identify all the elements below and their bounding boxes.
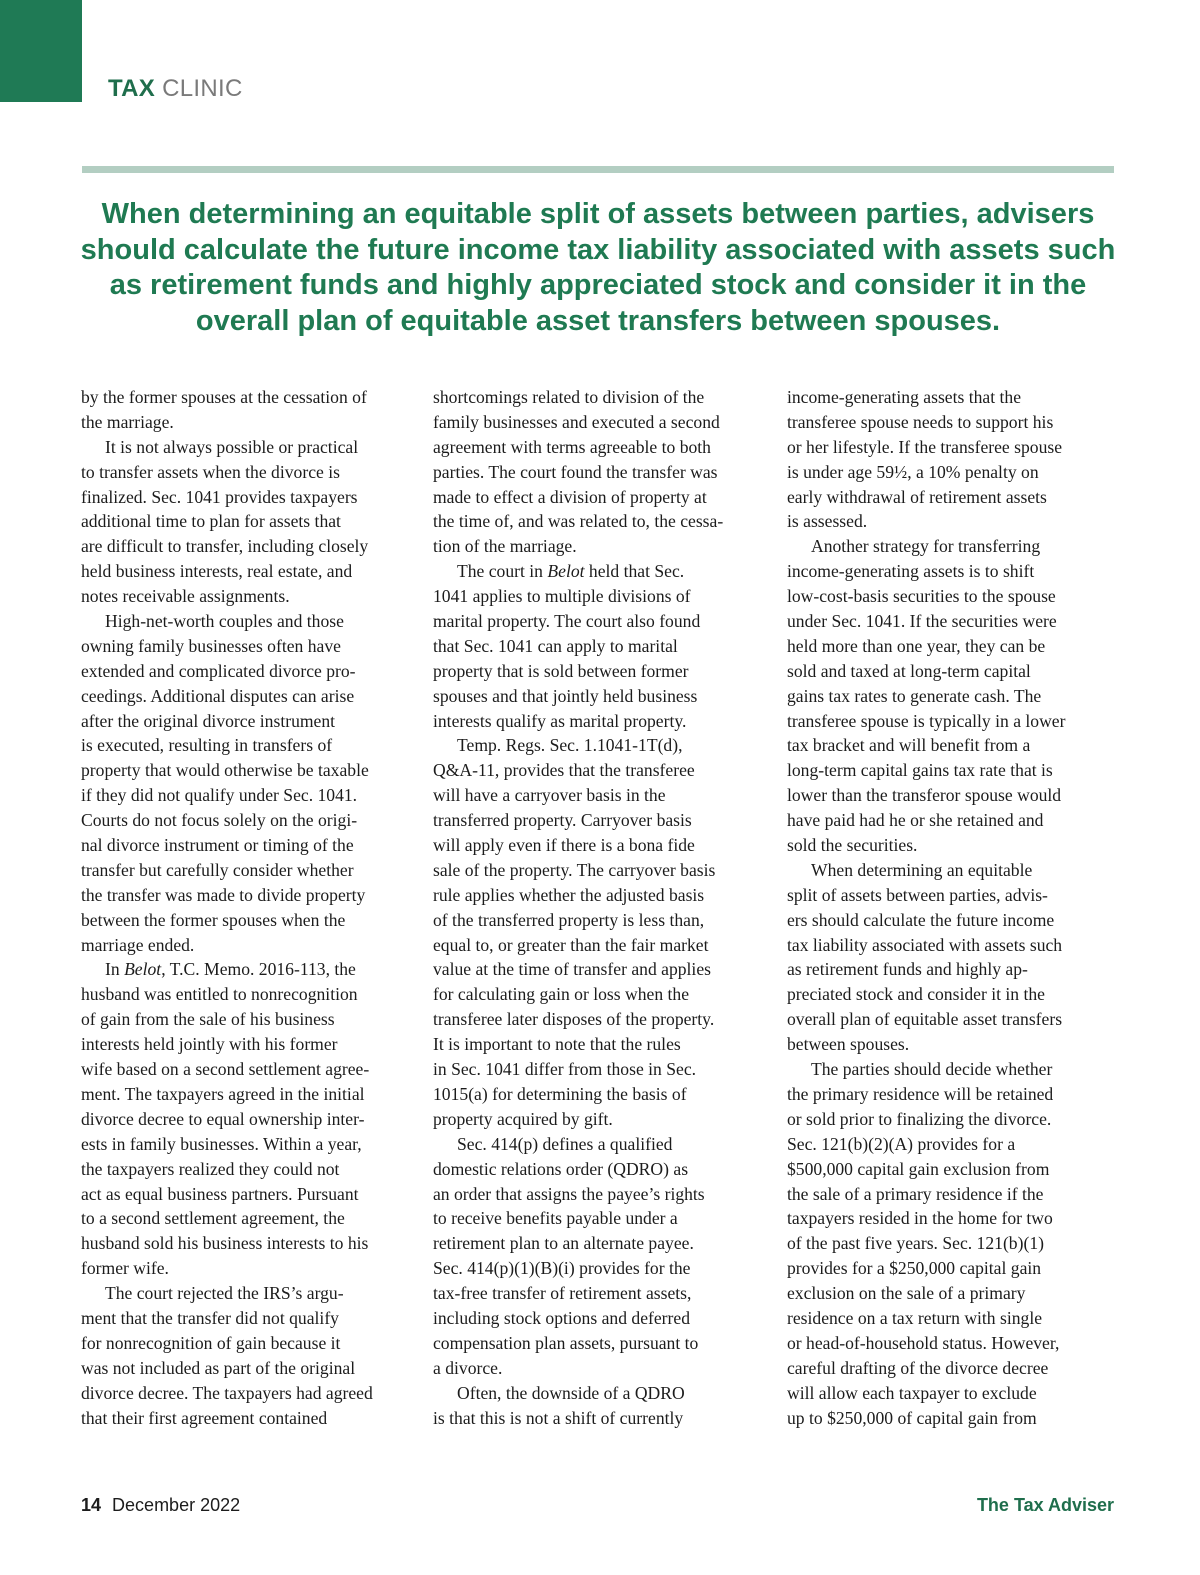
text-line: husband sold his business interests to his (81, 1233, 369, 1254)
text-line: the taxpayers realized they could not (81, 1158, 340, 1179)
text-line: Another strategy for transferring (811, 536, 1041, 557)
text-line: Courts do not focus solely on the origi- (81, 810, 358, 831)
text-line: compensation plan assets, pursuant to (433, 1332, 699, 1353)
text-line: tax-free transfer of retirement assets, (433, 1283, 692, 1304)
line-prefix: The court in (457, 561, 548, 582)
text-line: if they did not qualify under Sec. 1041. (81, 785, 358, 806)
text-line: or sold prior to finalizing the divorce. (787, 1108, 1052, 1129)
text-line: the sale of a primary residence if the (787, 1183, 1044, 1204)
text-line: to transfer assets when the divorce is (81, 461, 340, 482)
text-line: residence on a tax return with single (787, 1307, 1043, 1328)
text-line: between the former spouses when the (81, 909, 346, 930)
text-line: notes receivable assignments. (81, 586, 290, 607)
text-line: The parties should decide whether (811, 1059, 1053, 1080)
text-line: equal to, or greater than the fair market (433, 934, 709, 955)
text-line: after the original divorce instrument (81, 710, 336, 731)
text-line: value at the time of transfer and applies (433, 959, 711, 980)
text-line: the time of, and was related to, the cessa- (433, 511, 724, 532)
text-line: have paid had he or she retained and (787, 810, 1044, 831)
text-line: careful drafting of the divorce decree (787, 1357, 1049, 1378)
text-line: transferred property. Carryover basis (433, 810, 692, 831)
text-line: High-net-worth couples and those (105, 611, 344, 632)
section-label-light: CLINIC (162, 75, 243, 102)
text-line: transfer but carefully consider whether (81, 859, 354, 880)
text-line: will have a carryover basis in the (433, 785, 666, 806)
text-line: divorce decree to equal ownership inter- (81, 1108, 365, 1129)
text-line: wife based on a second settlement agree- (81, 1059, 370, 1080)
text-line: retirement plan to an alternate payee. (433, 1233, 694, 1254)
text-line: to a second settlement agreement, the (81, 1208, 345, 1229)
text-line: in Sec. 1041 differ from those in Sec. (433, 1059, 697, 1080)
text-line (81, 957, 411, 982)
text-line: overall plan of equitable asset transfers (787, 1009, 1063, 1030)
case-name: Belot (547, 561, 585, 582)
article-column-1 (81, 385, 411, 1433)
text-line: It is important to note that the rules (433, 1034, 681, 1055)
text-line: by the former spouses at the cessation of (81, 387, 367, 407)
text-line: will apply even if there is a bona fide (433, 835, 695, 856)
text-line: are difficult to transfer, including closely (81, 536, 369, 557)
text-line: under Sec. 1041. If the securities were (787, 611, 1057, 632)
text-line: exclusion on the sale of a primary (787, 1283, 1026, 1304)
text-line: $500,000 capital gain exclusion from (787, 1158, 1050, 1179)
text-line: marriage ended. (81, 934, 195, 955)
text-line: the marriage. (81, 411, 174, 432)
text-line: property that would otherwise be taxable (81, 760, 369, 781)
text-line: is assessed. (787, 511, 868, 532)
text-line: ment. The taxpayers agreed in the initial (81, 1083, 365, 1104)
text-line: early withdrawal of retirement assets (787, 486, 1047, 507)
text-line: tion of the marriage. (433, 536, 577, 557)
text-line: gains tax rates to generate cash. The (787, 685, 1042, 706)
text-line: or head-of-household status. However, (787, 1332, 1060, 1353)
text-line: sold and taxed at long-term capital (787, 660, 1031, 681)
text-line: transferee spouse is typically in a lower (787, 710, 1066, 731)
text-line: parties. The court found the transfer was (433, 461, 718, 482)
text-line: Q&A-11, provides that the transferee (433, 760, 695, 781)
text-line: the transfer was made to divide property (81, 884, 366, 905)
text-line: domestic relations order (QDRO) as (433, 1158, 689, 1179)
publication-name: The Tax Adviser (976, 1495, 1114, 1515)
text-line: held business interests, real estate, and (81, 561, 353, 582)
text-line: split of assets between parties, advis- (787, 884, 1048, 905)
text-line: additional time to plan for assets that (81, 511, 341, 532)
text-line: of the past five years. Sec. 121(b)(1) (787, 1233, 1044, 1254)
text-line: transferee later disposes of the property. (433, 1009, 715, 1030)
text-line: rule applies whether the adjusted basis (433, 884, 705, 905)
text-line: tax bracket and will benefit from a (787, 735, 1031, 756)
corner-color-block (0, 0, 82, 102)
text-line: is executed, resulting in transfers of (81, 735, 333, 756)
text-line: up to $250,000 of capital gain from (787, 1407, 1037, 1428)
text-line: is under age 59½, a 10% penalty on (787, 461, 1039, 482)
line-prefix: In (105, 959, 125, 980)
text-line: including stock options and deferred (433, 1307, 690, 1328)
text-line: taxpayers resided in the home for two (787, 1208, 1053, 1229)
text-line: ests in family businesses. Within a year, (81, 1133, 362, 1154)
text-line: ers should calculate the future income (787, 909, 1055, 930)
section-label-bold: TAX (108, 75, 156, 102)
text-line: of the transferred property is less than, (433, 909, 705, 930)
text-line: preciated stock and consider it in the (787, 984, 1045, 1005)
article-column-2 (433, 385, 763, 1433)
text-line: income-generating assets that the (787, 387, 1022, 407)
text-line: or her lifestyle. If the transferee spouse (787, 436, 1063, 457)
text-line: was not included as part of the original (81, 1357, 356, 1378)
text-line: income-generating assets is to shift (787, 561, 1035, 582)
line-rest: , T.C. Memo. 2016-113, the (161, 959, 356, 980)
text-line: family businesses and executed a second (433, 411, 720, 432)
text-line: spouses and that jointly held business (433, 685, 698, 706)
text-line: The court rejected the IRS’s argu- (105, 1283, 344, 1304)
text-line: divorce decree. The taxpayers had agreed (81, 1382, 373, 1403)
text-line: 1015(a) for determining the basis of (433, 1083, 687, 1104)
text-line: 1041 applies to multiple divisions of (433, 586, 691, 607)
text-line: Sec. 414(p) defines a qualified (457, 1133, 673, 1154)
text-line: former wife. (81, 1258, 169, 1279)
text-line: to receive benefits payable under a (433, 1208, 678, 1229)
text-line: Often, the downside of a QDRO (457, 1382, 685, 1403)
text-line: transferee spouse needs to support his (787, 411, 1054, 432)
section-label (108, 75, 243, 103)
text-line: husband was entitled to nonrecognition (81, 984, 358, 1005)
text-line: provides for a $250,000 capital gain (787, 1258, 1042, 1279)
text-line: a divorce. (433, 1357, 503, 1378)
text-line: agreement with terms agreeable to both (433, 436, 711, 457)
text-line: held more than one year, they can be (787, 635, 1046, 656)
text-line: for calculating gain or loss when the (433, 984, 690, 1005)
footer-folio (81, 1495, 240, 1516)
text-line: long-term capital gains tax rate that is (787, 760, 1053, 781)
text-line: Temp. Regs. Sec. 1.1041-1T(d), (457, 735, 683, 756)
text-line: that Sec. 1041 can apply to marital (433, 635, 678, 656)
case-name: Belot (124, 959, 162, 980)
text-line: interests held jointly with his former (81, 1034, 338, 1055)
text-line: shortcomings related to division of the (433, 387, 705, 407)
text-line: tax liability associated with assets such (787, 934, 1063, 955)
text-line (433, 559, 763, 584)
article-column-3 (787, 385, 1117, 1433)
text-line: ment that the transfer did not qualify (81, 1307, 339, 1328)
text-line: that their first agreement contained (81, 1407, 328, 1428)
text-line: low-cost-basis securities to the spouse (787, 586, 1056, 607)
text-line: act as equal business partners. Pursuant (81, 1183, 359, 1204)
pull-quote: When determining an equitable split of assets between parties, advisers should calculate the future income tax liability associated with assets such as retirement funds and highly appreciated stock and consider it in the overall plan of equitable asset transfers between spouses. (80, 198, 1116, 337)
text-line: for nonrecognition of gain because it (81, 1332, 341, 1353)
text-line: nal divorce instrument or timing of the (81, 835, 354, 856)
text-line: an order that assigns the payee’s rights (433, 1183, 705, 1204)
text-line: as retirement funds and highly ap- (787, 959, 1028, 980)
text-line: finalized. Sec. 1041 provides taxpayers (81, 486, 358, 507)
issue-date: December 2022 (112, 1495, 241, 1515)
text-line: extended and complicated divorce pro- (81, 660, 356, 681)
text-line: the primary residence will be retained (787, 1083, 1054, 1104)
text-line: property acquired by gift. (433, 1108, 613, 1129)
text-line: interests qualify as marital property. (433, 710, 687, 731)
text-line: is that this is not a shift of currently (433, 1407, 684, 1428)
text-line: It is not always possible or practical (105, 436, 359, 457)
text-line: marital property. The court also found (433, 611, 701, 632)
text-line: owning family businesses often have (81, 635, 341, 656)
text-line: sold the securities. (787, 835, 918, 856)
text-line: made to effect a division of property at (433, 486, 707, 507)
line-rest: held that Sec. (584, 561, 685, 582)
text-line: Sec. 414(p)(1)(B)(i) provides for the (433, 1258, 691, 1279)
page-number: 14 (81, 1495, 102, 1515)
text-line: sale of the property. The carryover basis (433, 859, 716, 880)
text-line: Sec. 121(b)(2)(A) provides for a (787, 1133, 1016, 1154)
text-line: will allow each taxpayer to exclude (787, 1382, 1037, 1403)
text-line: When determining an equitable (811, 859, 1033, 880)
text-line: property that is sold between former (433, 660, 689, 681)
text-line: ceedings. Additional disputes can arise (81, 685, 355, 706)
text-line: lower than the transferor spouse would (787, 785, 1062, 806)
text-line: of gain from the sale of his business (81, 1009, 335, 1030)
text-line: between spouses. (787, 1034, 910, 1055)
pull-quote-rule (82, 166, 1114, 173)
